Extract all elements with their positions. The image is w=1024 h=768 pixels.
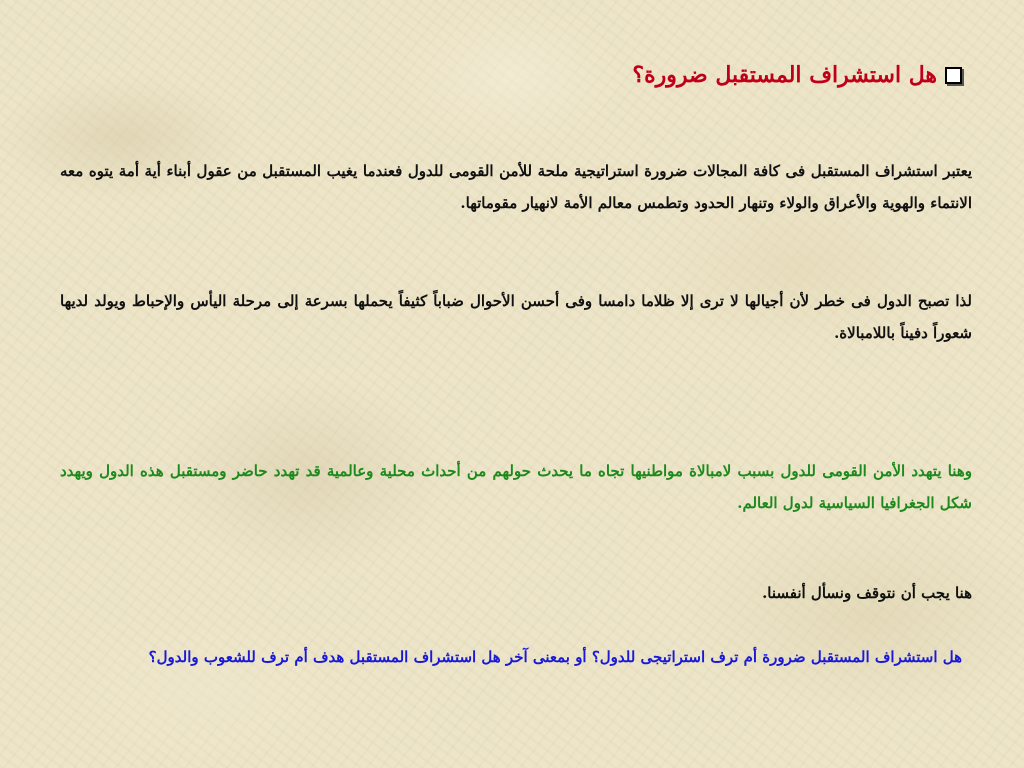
paragraph-5-blue: هل استشراف المستقبل ضرورة أم ترف استراتيجى للدول؟ أو بمعنى آخر هل استشراف المستقبل هدف أم ترف للشعوب والدول؟ <box>148 648 962 666</box>
hollow-square-bullet-icon <box>945 67 962 84</box>
slide-title: هل استشراف المستقبل ضرورة؟ <box>632 62 937 88</box>
title-row <box>632 62 962 88</box>
paragraph-2: لذا تصبح الدول فى خطر لأن أجيالها لا ترى إلا ظلاما دامسا وفى أحسن الأحوال ضباباً كثيفاً يحملها بسرعة إلى مرحلة اليأس والإحباط ويولد لديها شعوراً دفيناً باللامبالاة. <box>60 292 972 342</box>
paragraph-1: يعتبر استشراف المستقبل فى كافة المجالات ضرورة استراتيجية ملحة للأمن القومى للدول فعندما يغيب المستقبل من عقول أبناء أية أمة يتوه معه الانتماء والهوية والأعراق والولاء وتنهار الحدود وتطمس معالم الأمة لانهيار مقوماتها. <box>60 162 972 212</box>
paragraph-4: هنا يجب أن نتوقف ونسأل أنفسنا. <box>762 584 972 602</box>
paragraph-3-green: وهنا يتهدد الأمن القومى للدول بسبب لامبالاة مواطنيها تجاه ما يحدث حولهم من أحداث محلية وعالمية قد تهدد حاضر ومستقبل هذه الدول ويهدد شكل الجغرافيا السياسية لدول العالم. <box>60 462 972 512</box>
